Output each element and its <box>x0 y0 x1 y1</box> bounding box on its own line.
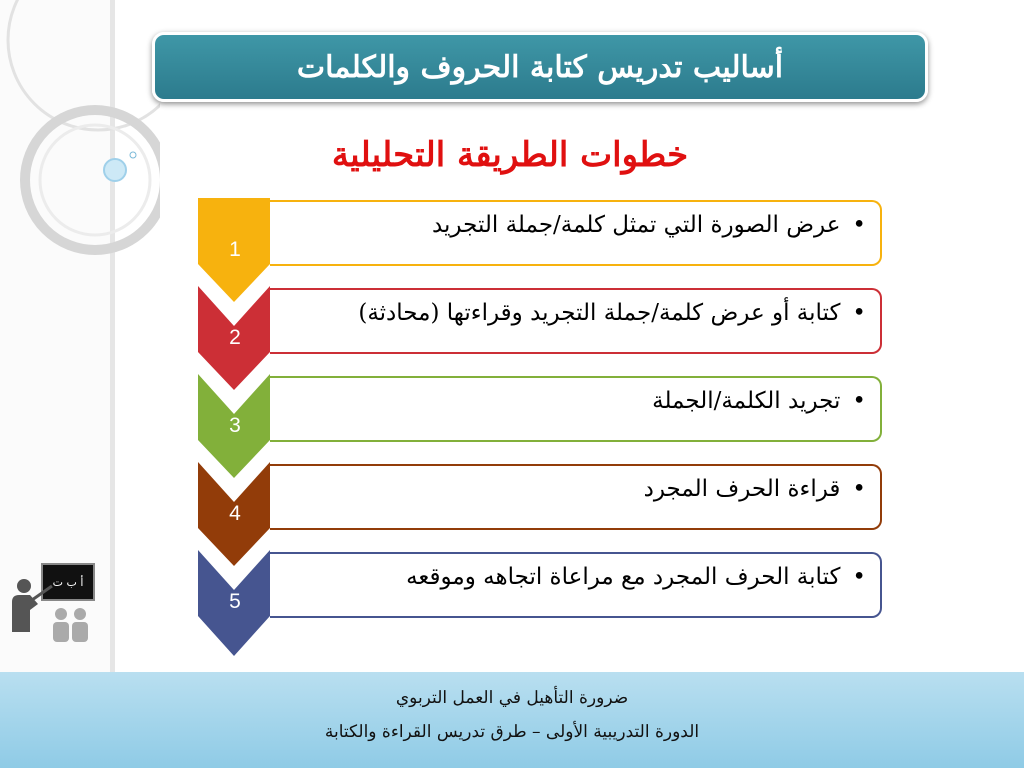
step-item-3 <box>270 376 882 442</box>
chalkboard-text: أ ب ت <box>52 576 84 589</box>
bullet-icon: • <box>852 300 866 326</box>
step-text-5: كتابة الحرف المجرد مع مراعاة اتجاهه وموقعه <box>406 564 841 590</box>
step-number-5: 5 <box>229 590 241 613</box>
student-head-1 <box>55 608 67 620</box>
deco-dot-blue <box>104 159 126 181</box>
student-head-2 <box>74 608 86 620</box>
bullet-icon: • <box>852 564 866 590</box>
footer-bar <box>0 672 1024 768</box>
student-body-1 <box>53 622 69 642</box>
teacher-body <box>12 595 38 632</box>
footer-line-1: ضرورة التأهيل في العمل التربوي <box>395 688 629 708</box>
teacher-icon <box>8 562 98 646</box>
bullet-icon: • <box>852 388 866 414</box>
step-item-5 <box>270 552 882 618</box>
step-number-1: 1 <box>229 238 241 261</box>
bullet-icon: • <box>852 212 866 238</box>
step-number-2: 2 <box>229 326 241 349</box>
step-number-4: 4 <box>229 502 241 525</box>
deco-dot-small <box>130 152 136 158</box>
step-item-2 <box>270 288 882 354</box>
slide-subtitle: خطوات الطريقة التحليلية <box>331 135 689 175</box>
step-item-1 <box>270 200 882 266</box>
step-text-4: قراءة الحرف المجرد <box>643 476 841 502</box>
decorative-circles <box>0 0 160 260</box>
step-number-3: 3 <box>229 414 241 437</box>
teacher-head <box>17 579 31 593</box>
bullet-icon: • <box>852 476 866 502</box>
footer-line-2: الدورة التدريبية الأولى – طرق تدريس القراءة والكتابة <box>324 722 700 742</box>
step-text-1: عرض الصورة التي تمثل كلمة/جملة التجريد <box>431 212 841 238</box>
step-text-2: كتابة أو عرض كلمة/جملة التجريد وقراءتها (محادثة) <box>358 300 841 326</box>
slide-title: أساليب تدريس كتابة الحروف والكلمات <box>152 32 928 102</box>
step-item-4 <box>270 464 882 530</box>
deco-ring-inner <box>40 125 150 235</box>
student-body-2 <box>72 622 88 642</box>
step-text-3: تجريد الكلمة/الجملة <box>652 388 841 414</box>
